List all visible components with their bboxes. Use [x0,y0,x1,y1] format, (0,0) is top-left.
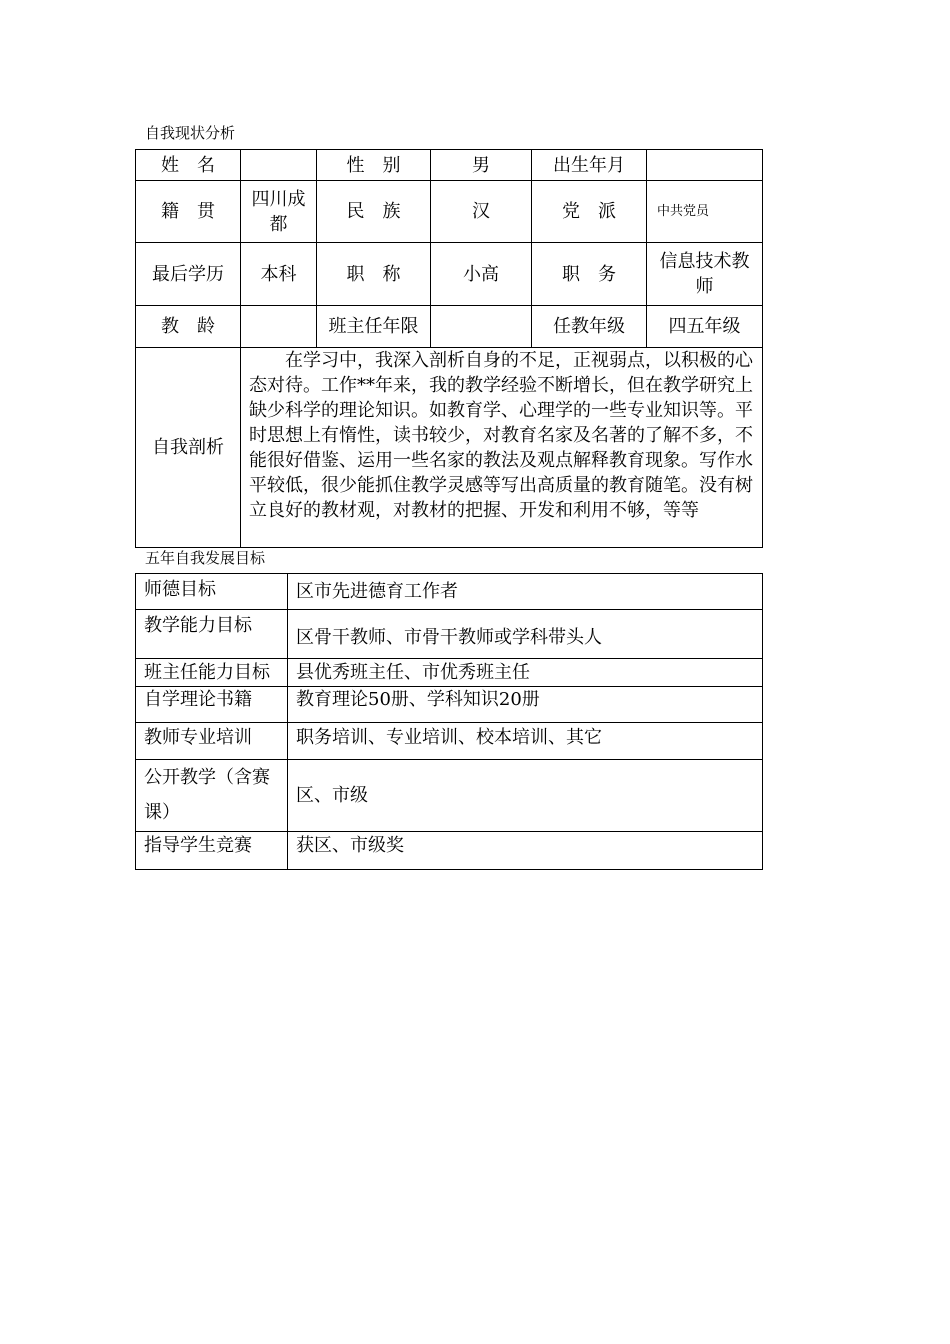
section-title-status: 自我现状分析 [145,124,236,142]
goal-label: 班主任能力目标 [136,659,288,687]
ethnic-value: 汉 [431,181,532,243]
class-teacher-value [431,306,532,348]
profile-row-2 [136,181,763,243]
analysis-text: 在学习中，我深入剖析自身的不足，正视弱点，以积极的心态对待。工作**年来，我的教学经验不断增长，但在教学研究上缺少科学的理论知识。如教育学、心理学的一些专业知识等。平时思想上有惰性，读书较少，对教育名家及名著的了解不多，不能很好借鉴、运用一些名家的教法及观点解释教育现象。写作水平较低，很少能抓住教学灵感等写出高质量的教育随笔。没有树立良好的教材观，对教材的把握、开发和利用不够，等等 [241,348,763,548]
grade-label: 任教年级 [532,306,647,348]
goal-row [136,687,763,723]
position-label: 职 务 [532,243,647,306]
name-value [241,150,317,181]
goal-label: 公开教学（含赛课） [136,760,288,832]
section-title-goals: 五年自我发展目标 [145,549,266,567]
goal-value: 区骨干教师、市骨干教师或学科带头人 [288,610,763,659]
profile-row-3 [136,243,763,306]
goal-value: 获区、市级奖 [288,832,763,870]
goal-row [136,574,763,610]
analysis-label: 自我剖析 [136,348,241,548]
goal-value: 区、市级 [288,760,763,832]
profile-row-1 [136,150,763,181]
native-label: 籍 贯 [136,181,241,243]
goal-row [136,832,763,870]
goal-value: 职务培训、专业培训、校本培训、其它 [288,723,763,760]
goals-table [135,573,763,870]
goal-row [136,659,763,687]
position-value: 信息技术教师 [647,243,763,306]
ethnic-label: 民 族 [317,181,431,243]
goal-row [136,723,763,760]
goal-label: 师德目标 [136,574,288,610]
goal-value: 教育理论50册、学科知识20册 [288,687,763,723]
gender-value: 男 [431,150,532,181]
native-value: 四川成都 [241,181,317,243]
name-label: 姓 名 [136,150,241,181]
party-value: 中共党员 [647,181,763,243]
profile-row-4 [136,306,763,348]
goal-value: 县优秀班主任、市优秀班主任 [288,659,763,687]
goal-label: 教师专业培训 [136,723,288,760]
education-label: 最后学历 [136,243,241,306]
goal-row [136,610,763,659]
party-label: 党 派 [532,181,647,243]
teaching-years-value [241,306,317,348]
teaching-years-label: 教 龄 [136,306,241,348]
goal-row [136,760,763,832]
grade-value: 四五年级 [647,306,763,348]
goal-label: 教学能力目标 [136,610,288,659]
education-value: 本科 [241,243,317,306]
title-label: 职 称 [317,243,431,306]
goal-label: 自学理论书籍 [136,687,288,723]
gender-label: 性 别 [317,150,431,181]
birth-value [647,150,763,181]
profile-row-5 [136,348,763,548]
goal-value: 区市先进德育工作者 [288,574,763,610]
class-teacher-label: 班主任年限 [317,306,431,348]
profile-table [135,149,763,548]
birth-label: 出生年月 [532,150,647,181]
goal-label: 指导学生竞赛 [136,832,288,870]
title-value: 小高 [431,243,532,306]
